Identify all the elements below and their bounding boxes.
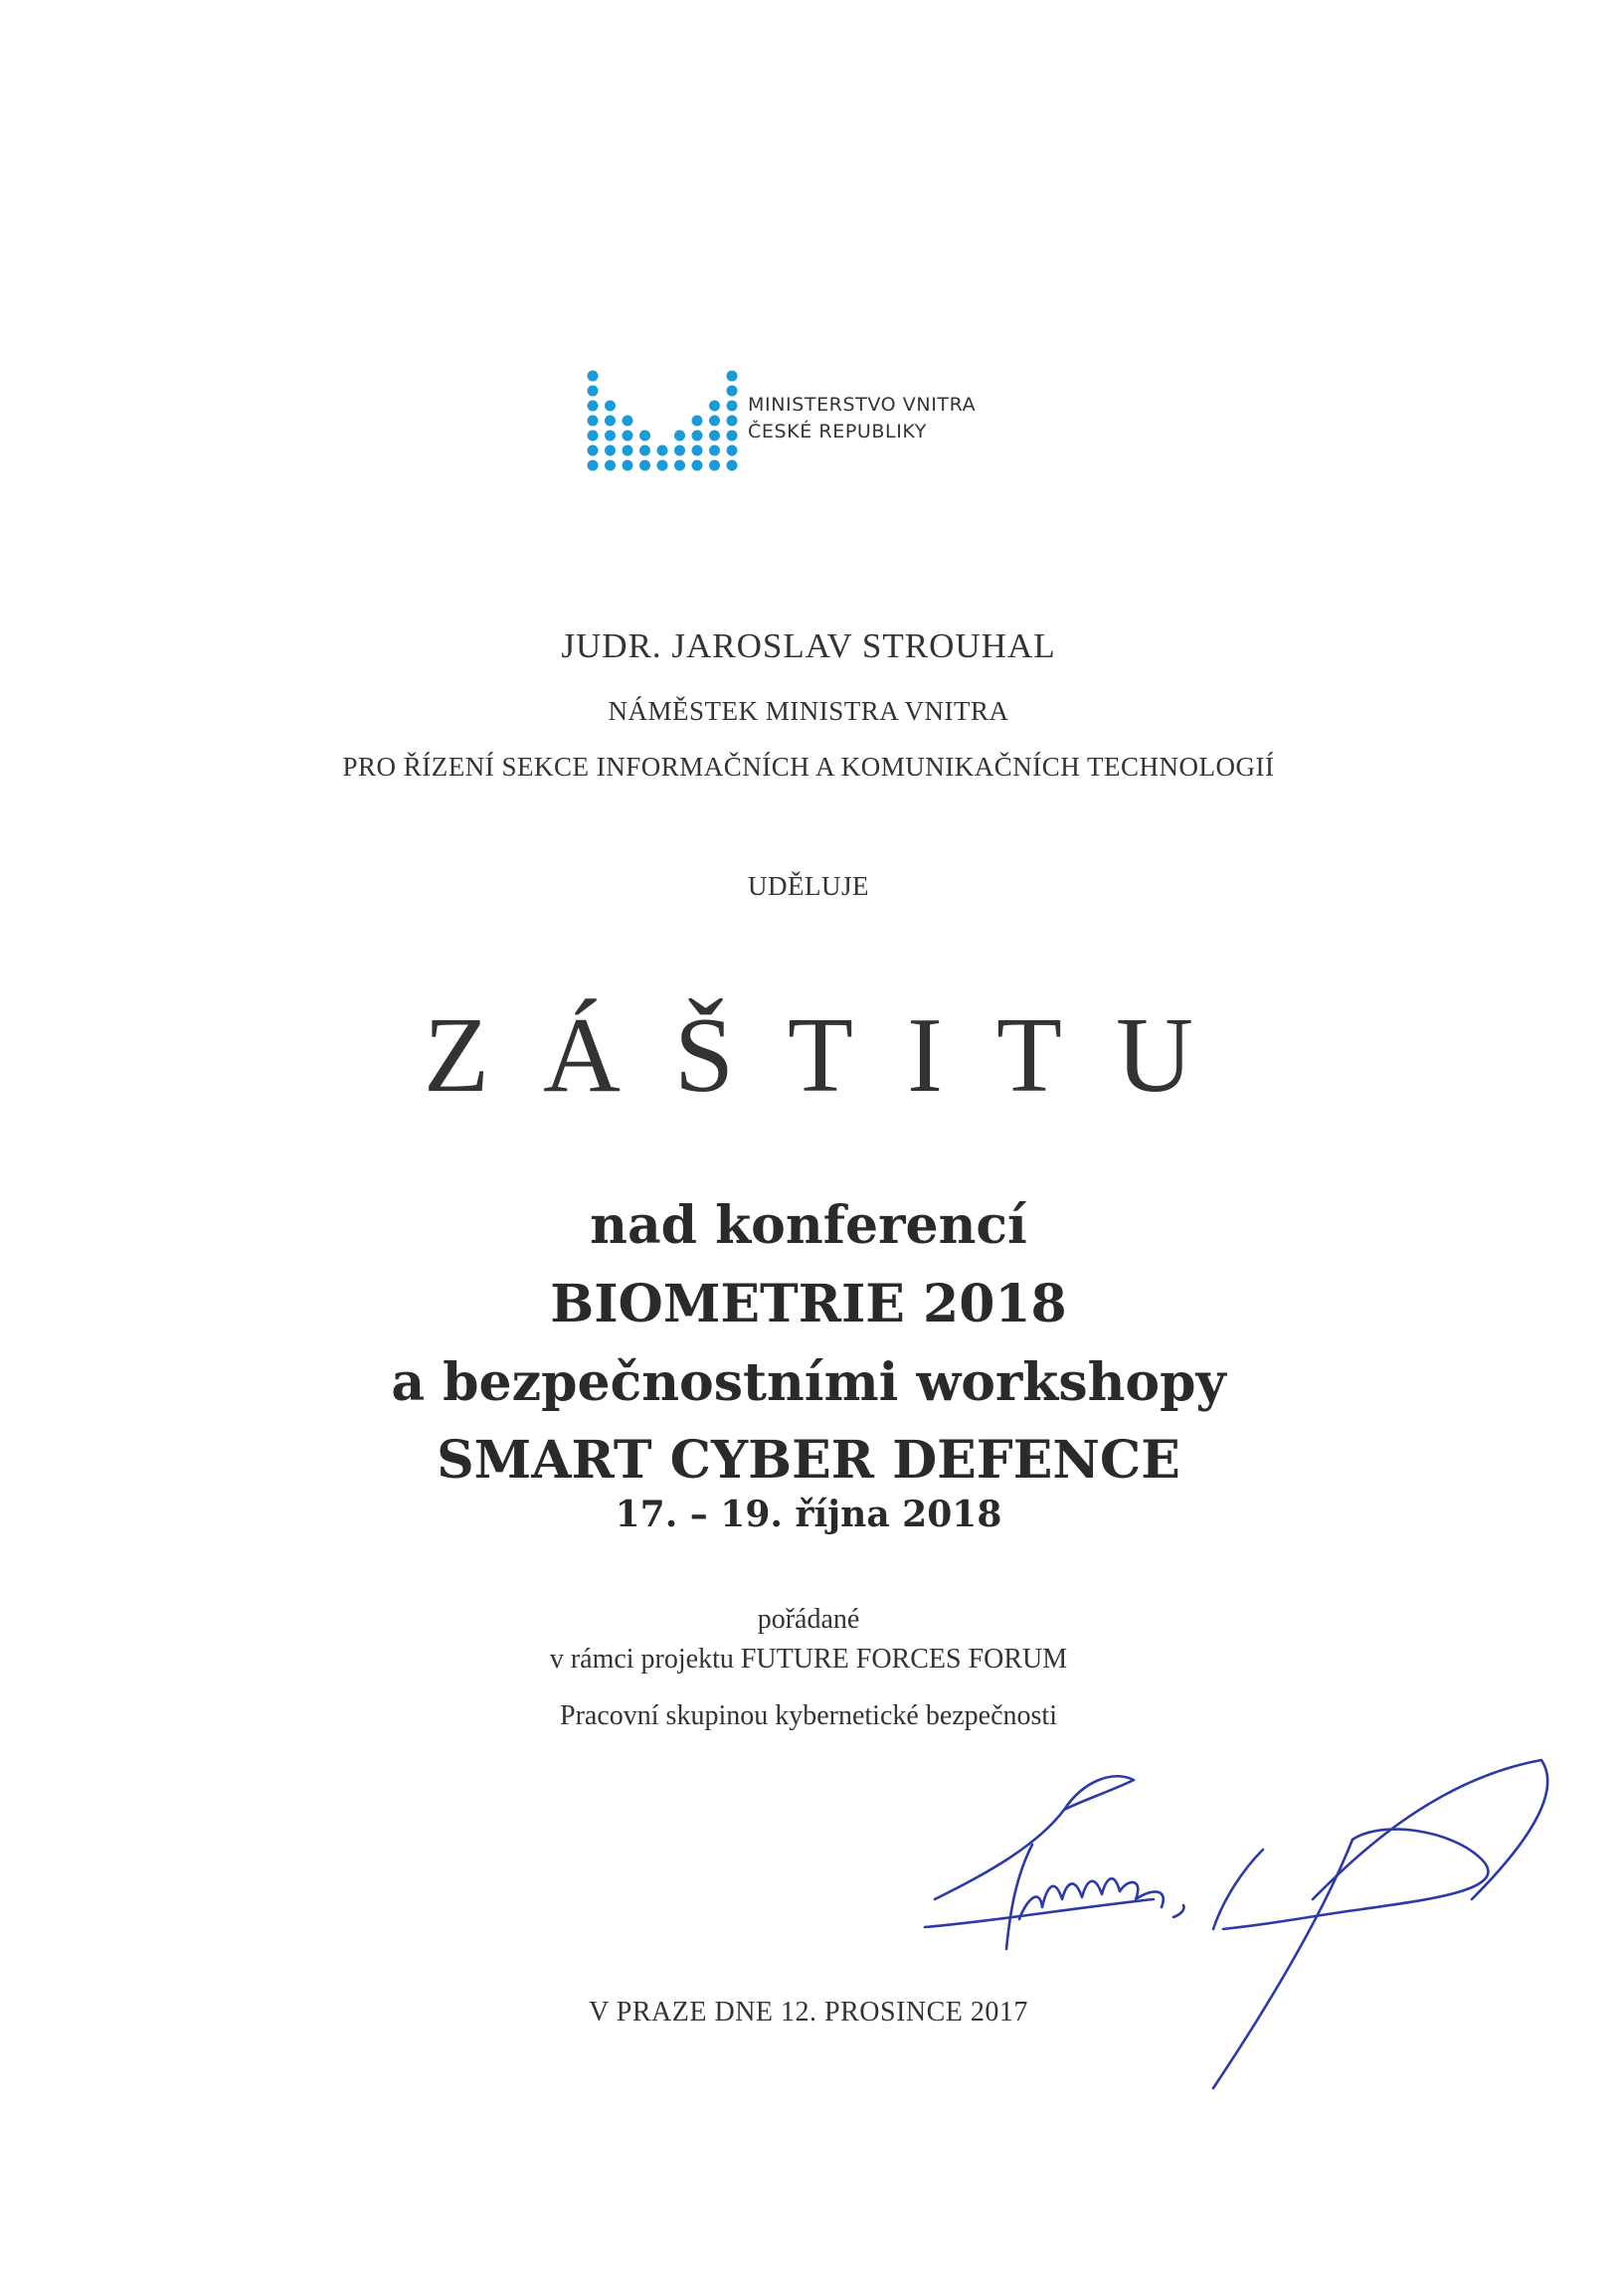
handwritten-signature-icon bbox=[915, 1750, 1571, 2108]
logo-dot bbox=[588, 445, 599, 456]
logo-line-2: ČESKÉ REPUBLIKY bbox=[748, 421, 928, 442]
logo-line-1: MINISTERSTVO VNITRA bbox=[748, 394, 977, 416]
logo-dot bbox=[588, 460, 599, 471]
ministry-dots-logo-icon bbox=[585, 348, 744, 477]
logo-dot bbox=[727, 386, 738, 397]
logo-dot bbox=[709, 416, 720, 427]
logo-dot bbox=[588, 371, 599, 382]
ministry-logo-text bbox=[748, 392, 976, 445]
logo-dot bbox=[727, 371, 738, 382]
logo-dot bbox=[605, 431, 616, 442]
logo-dot bbox=[588, 401, 599, 412]
logo-dot bbox=[639, 445, 650, 456]
logo-dot bbox=[588, 386, 599, 397]
organizer-line-2: v rámci projektu FUTURE FORCES FORUM bbox=[549, 1644, 1068, 1675]
event-line-1: nad konferencí bbox=[590, 1195, 1027, 1256]
event-workshop-name: SMART CYBER DEFENCE bbox=[437, 1430, 1180, 1491]
logo-dot bbox=[692, 445, 703, 456]
logo-dot bbox=[692, 460, 703, 471]
logo-dot bbox=[727, 431, 738, 442]
event-conference-name: BIOMETRIE 2018 bbox=[550, 1274, 1067, 1334]
logo-dot bbox=[588, 431, 599, 442]
logo-dot bbox=[709, 431, 720, 442]
logo-dot bbox=[709, 401, 720, 412]
document-title: ZÁŠTITU bbox=[424, 996, 1247, 1115]
logo-dot bbox=[727, 445, 738, 456]
event-line-3: a bezpečnostními workshopy bbox=[391, 1352, 1226, 1413]
logo-dot bbox=[727, 460, 738, 471]
organizer-line-3: Pracovní skupinou kybernetické bezpečnosti bbox=[560, 1700, 1057, 1731]
logo-dot bbox=[605, 460, 616, 471]
logo-dot bbox=[692, 416, 703, 427]
logo-dot bbox=[623, 445, 633, 456]
place-and-date: V PRAZE DNE 12. PROSINCE 2017 bbox=[589, 1997, 1028, 2028]
issuer-role: NÁMĚSTEK MINISTRA VNITRA bbox=[608, 696, 1009, 726]
logo-dot bbox=[692, 431, 703, 442]
logo-dot bbox=[709, 445, 720, 456]
logo-dot bbox=[605, 445, 616, 456]
logo-dot bbox=[623, 460, 633, 471]
logo-dot bbox=[709, 460, 720, 471]
logo-dot bbox=[605, 416, 616, 427]
ministry-logo bbox=[585, 348, 1052, 477]
logo-dot bbox=[727, 401, 738, 412]
logo-dot bbox=[588, 416, 599, 427]
logo-dot bbox=[639, 431, 650, 442]
logo-dot bbox=[674, 445, 685, 456]
logo-dot bbox=[605, 401, 616, 412]
logo-dot bbox=[639, 460, 650, 471]
logo-dot bbox=[657, 445, 668, 456]
event-dates: 17. – 19. října 2018 bbox=[615, 1494, 1002, 1535]
logo-dot bbox=[623, 416, 633, 427]
organizer-line-1: pořádané bbox=[757, 1604, 860, 1635]
logo-dot bbox=[657, 460, 668, 471]
issuer-role-detail: PRO ŘÍZENÍ SEKCE INFORMAČNÍCH A KOMUNIKAČNÍCH TECHNOLOGIÍ bbox=[342, 752, 1275, 782]
logo-dot bbox=[727, 416, 738, 427]
logo-dot bbox=[623, 431, 633, 442]
logo-dot bbox=[674, 431, 685, 442]
grants-label: UDĚLUJE bbox=[748, 871, 869, 901]
logo-dot bbox=[674, 460, 685, 471]
issuer-name: JUDR. JAROSLAV STROUHAL bbox=[561, 626, 1056, 665]
